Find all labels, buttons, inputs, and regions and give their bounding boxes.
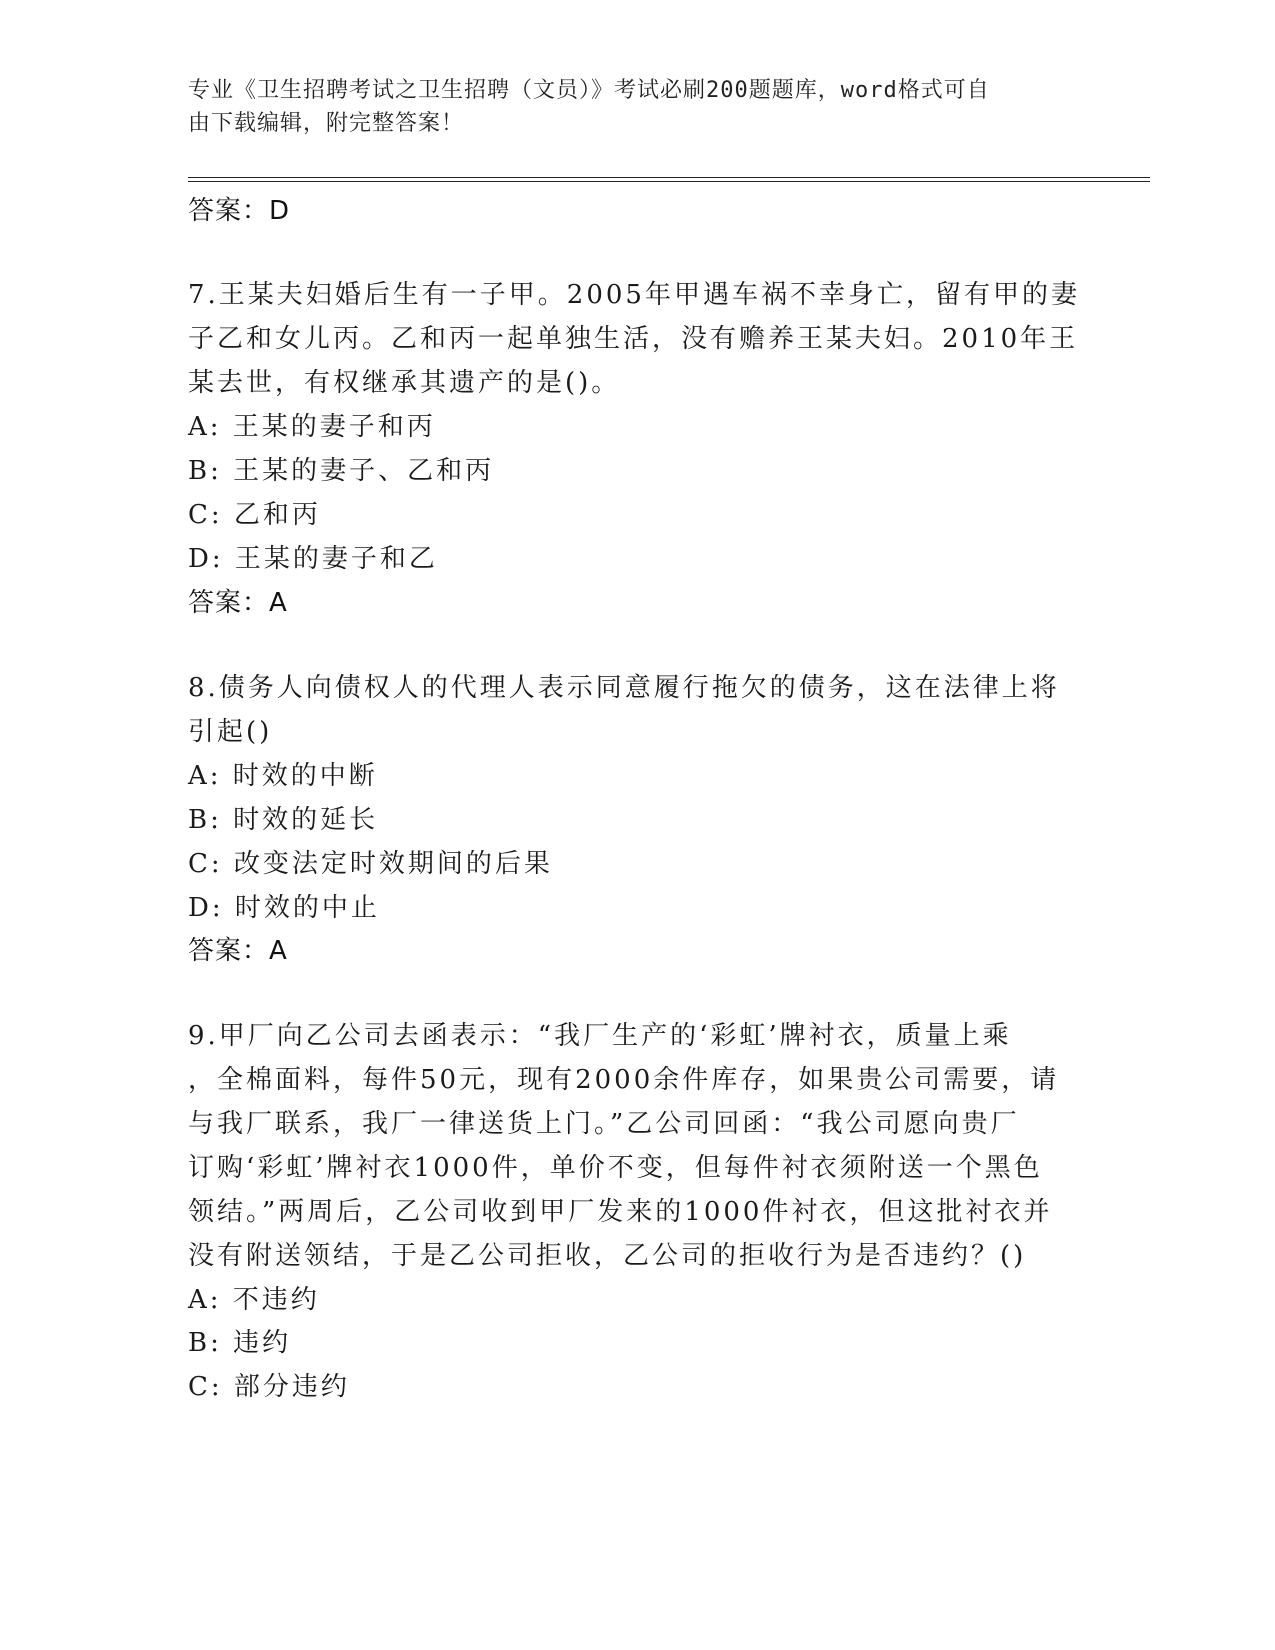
- q7-option-c: C: 乙和丙: [188, 500, 321, 530]
- q9-stem-line-3: 与我厂联系，我厂一律送货上门。”乙公司回函：“我公司愿向贵厂: [188, 1109, 1020, 1139]
- q9-stem-line-1: 9.甲厂向乙公司去函表示：“我厂生产的‘彩虹’牌衬衣，质量上乘: [188, 1021, 1012, 1051]
- q9-stem-line-4: 订购‘彩虹’牌衬衣1000件，单价不变，但每件衬衣须附送一个黑色: [188, 1153, 1043, 1183]
- q7-stem-line-1: 7.王某夫妇婚后生有一子甲。2005年甲遇车祸不幸身亡，留有甲的妻: [188, 280, 1080, 310]
- q7-option-b: B: 王某的妻子、乙和丙: [188, 456, 495, 486]
- q8-stem-line-2: 引起(): [188, 717, 273, 747]
- q9-stem-line-6: 没有附送领结，于是乙公司拒收，乙公司的拒收行为是否违约？(): [188, 1241, 1027, 1271]
- header-line-1: 专业《卫生招聘考试之卫生招聘（文员）》考试必刷200题题库，word格式可自: [188, 78, 990, 103]
- document-header: [188, 74, 1068, 140]
- q7-stem-line-2: 子乙和女儿丙。乙和丙一起单独生活，没有赡养王某夫妇。2010年王: [188, 324, 1079, 354]
- q9-option-a: A: 不违约: [188, 1285, 320, 1315]
- q8-option-d: D: 时效的中止: [188, 893, 380, 923]
- q7-option-a: A: 王某的妻子和丙: [188, 412, 436, 442]
- q6-answer: 答案：D: [188, 196, 291, 226]
- q9-option-c: C: 部分违约: [188, 1372, 350, 1402]
- header-rule-top: [188, 177, 1150, 178]
- q8-stem-line-1: 8.债务人向债权人的代理人表示同意履行拖欠的债务，这在法律上将: [188, 673, 1060, 703]
- q8-answer: 答案：A: [188, 936, 288, 966]
- q7-option-d: D: 王某的妻子和乙: [188, 544, 438, 574]
- q8-option-b: B: 时效的延长: [188, 805, 379, 835]
- header-rule-bottom: [188, 181, 1150, 182]
- header-line-2: 由下载编辑，附完整答案！: [188, 111, 465, 136]
- q8-option-a: A: 时效的中断: [188, 761, 378, 791]
- q7-answer: 答案：A: [188, 588, 288, 618]
- q9-option-b: B: 违约: [188, 1328, 292, 1358]
- q9-stem-line-2: ，全棉面料，每件50元，现有2000余件库存，如果贵公司需要，请: [188, 1065, 1060, 1095]
- q7-stem-line-3: 某去世，有权继承其遗产的是()。: [188, 368, 621, 398]
- q8-option-c: C: 改变法定时效期间的后果: [188, 849, 553, 879]
- q9-stem-line-5: 领结。”两周后，乙公司收到甲厂发来的1000件衬衣，但这批衬衣并: [188, 1197, 1053, 1227]
